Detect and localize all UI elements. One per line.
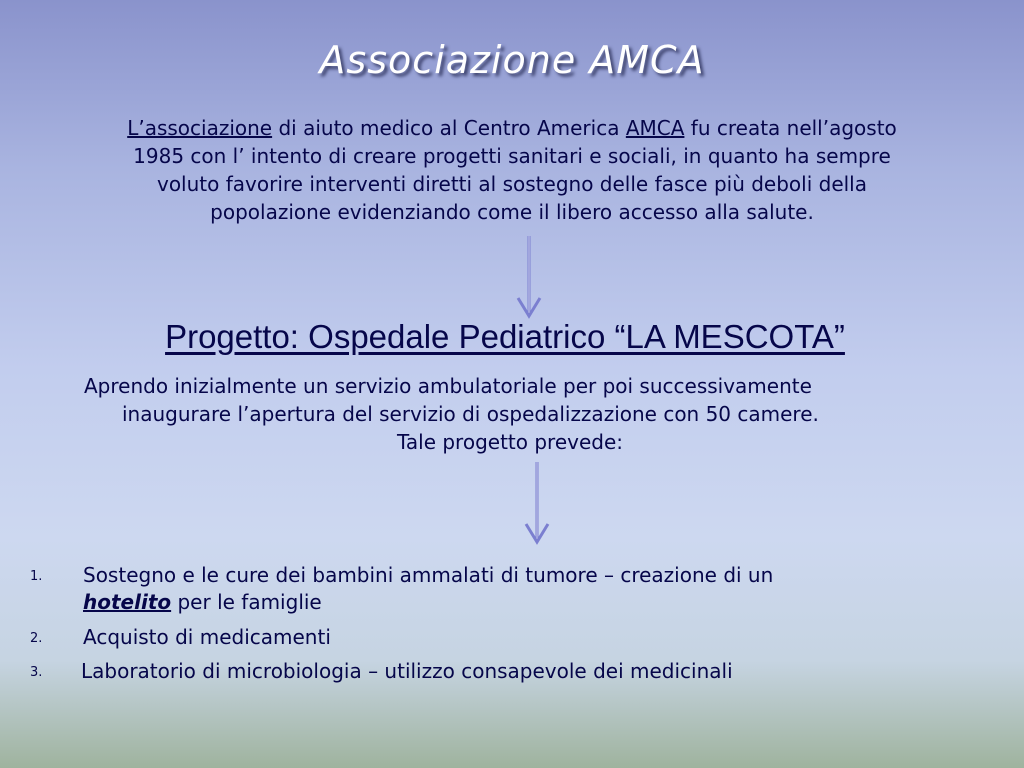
intro-line-3: voluto favorire interventi diretti al sostegno delle fasce più deboli della — [156, 172, 867, 196]
intro-paragraph — [30, 114, 994, 226]
intro-line-1-mid: di aiuto medico al Centro America — [272, 116, 626, 140]
down-arrow-icon — [514, 234, 544, 320]
intro-line-1 — [30, 114, 994, 142]
list-item-text — [83, 562, 983, 616]
list-item-line-2 — [83, 589, 983, 616]
intro-underlined-associazione: L’associazione — [127, 116, 273, 140]
intro-line-4: popolazione evidenziando come il libero accesso alla salute. — [210, 200, 814, 224]
slide-title: Associazione AMCA — [319, 38, 705, 82]
project-desc-line-3: Tale progetto prevede: — [396, 430, 624, 454]
project-desc-line-2: inaugurare l’apertura del servizio di ospedalizzazione con 50 camere. — [122, 402, 819, 426]
list-item-text: Laboratorio di microbiologia – utilizzo consapevole dei medicinali — [81, 659, 733, 683]
intro-line-1-end: fu creata nell’agosto — [684, 116, 897, 140]
list-item-line-1: Sostegno e le cure dei bambini ammalati di tumore – creazione di un — [83, 563, 774, 587]
project-description — [60, 372, 960, 456]
list-item-number: 2. — [30, 631, 43, 646]
hotelito-emphasis: hotelito — [83, 590, 172, 614]
intro-line-2: 1985 con l’ intento di creare progetti sanitari e sociali, in quanto ha sempre — [133, 144, 891, 168]
list-item-line-2-rest: per le famiglie — [171, 590, 322, 614]
list-item-text: Acquisto di medicamenti — [83, 625, 331, 649]
list-item-number: 1. — [30, 569, 43, 584]
down-arrow-icon — [522, 460, 552, 546]
project-desc-line-1: Aprendo inizialmente un servizio ambulatoriale per poi successivamente — [84, 374, 812, 398]
list-item-number: 3. — [30, 665, 43, 680]
project-title: Progetto: Ospedale Pediatrico “LA MESCOTA” — [165, 318, 845, 355]
intro-underlined-amca: AMCA — [625, 116, 685, 140]
